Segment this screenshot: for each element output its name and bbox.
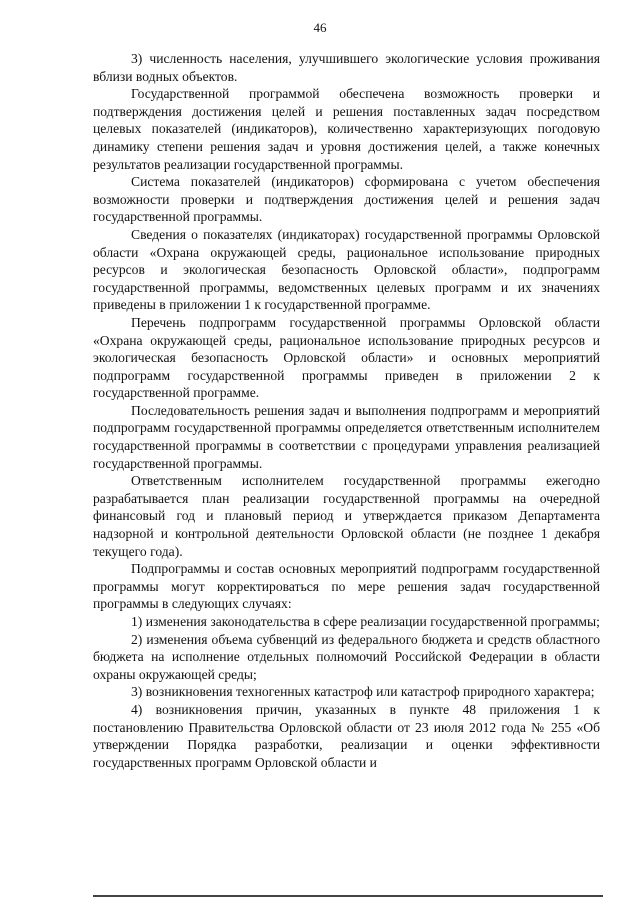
page-number: 46 bbox=[313, 20, 327, 35]
list-item-catastrophes: 3) возникновения техногенных катастроф или катастроф природного характера; bbox=[131, 684, 595, 700]
list-item-legislation-changes: 1) изменения законодательства в сфере реализации государственной программы; bbox=[131, 614, 600, 629]
paragraph-indicator-system: Система показателей (индикаторов) сформирована с учетом обеспечения возможности проверки и подтверждения достижения целей и решения задач государственной программы. bbox=[93, 174, 600, 225]
paragraph-annual-plan: Ответственным исполнителем государственной программы ежегодно разрабатывается план реализации государственной программы на очередной финансовый год и плановый период и утверждается приказом Департамента надзорной и контрольной деятельности Орловской области (не позднее 1 декабря текущего года). bbox=[93, 473, 600, 559]
paragraph-subprogram-list-appendix-2: Перечень подпрограмм государственной программы Орловской области «Охрана окружающей среды, рациональное использование природных ресурсов и экологическая безопасность Орловской области» и основных мероприятий подпрограмм государственной программы приведен в приложении 2 к государственной программе. bbox=[93, 314, 600, 401]
list-item-subvention-changes: 2) изменения объема субвенций из федерального бюджета и средств областного бюджета на исполнение отдельных полномочий Российской Федерации в области охраны окружающей среды; bbox=[93, 631, 600, 682]
document-body bbox=[93, 50, 600, 771]
paragraph-adjustment-cases-intro: Подпрограммы и состав основных мероприятий подпрограмм государственной программы могут корректироваться по мере решения задач государственной программы в следующих случаях: bbox=[93, 561, 600, 612]
paragraph-indicator-info-appendix-1: Сведения о показателях (индикаторах) государственной программы Орловской области «Охрана окружающей среды, рациональное использование природных ресурсов и экологическая безопасность Орловской области», подпрограмм государственной программы, ведомственных целевых программ и их значениях приведены в приложении 1 к государственной программе. bbox=[93, 226, 600, 313]
list-item-other-reasons: 4) возникновения причин, указанных в пункте 48 приложения 1 к постановлению Правительства Орловской области от 23 июля 2012 года № 255 «Об утверждении Порядка разработки, реализации и оценки эффективности государственных программ Орловской области и bbox=[93, 701, 600, 770]
bottom-scan-line bbox=[93, 895, 603, 897]
paragraph-population-improved-conditions: 3) численность населения, улучшившего экологические условия проживания вблизи водных объектов. bbox=[93, 51, 600, 84]
paragraph-verification-of-goals: Государственной программой обеспечена возможность проверки и подтверждения достижения целей и решения поставленных задач посредством целевых показателей (индикаторов), количественно характеризующих погодовую динамику степени решения задач и уровня достижения целей, а также конечных результатов реализации государственной программы. bbox=[93, 86, 600, 172]
paragraph-execution-sequence: Последовательность решения задач и выполнения подпрограмм и мероприятий подпрограмм государственной программы определяется ответственным исполнителем государственной программы в соответствии с процедурами управления реализацией государственной программы. bbox=[93, 402, 600, 471]
